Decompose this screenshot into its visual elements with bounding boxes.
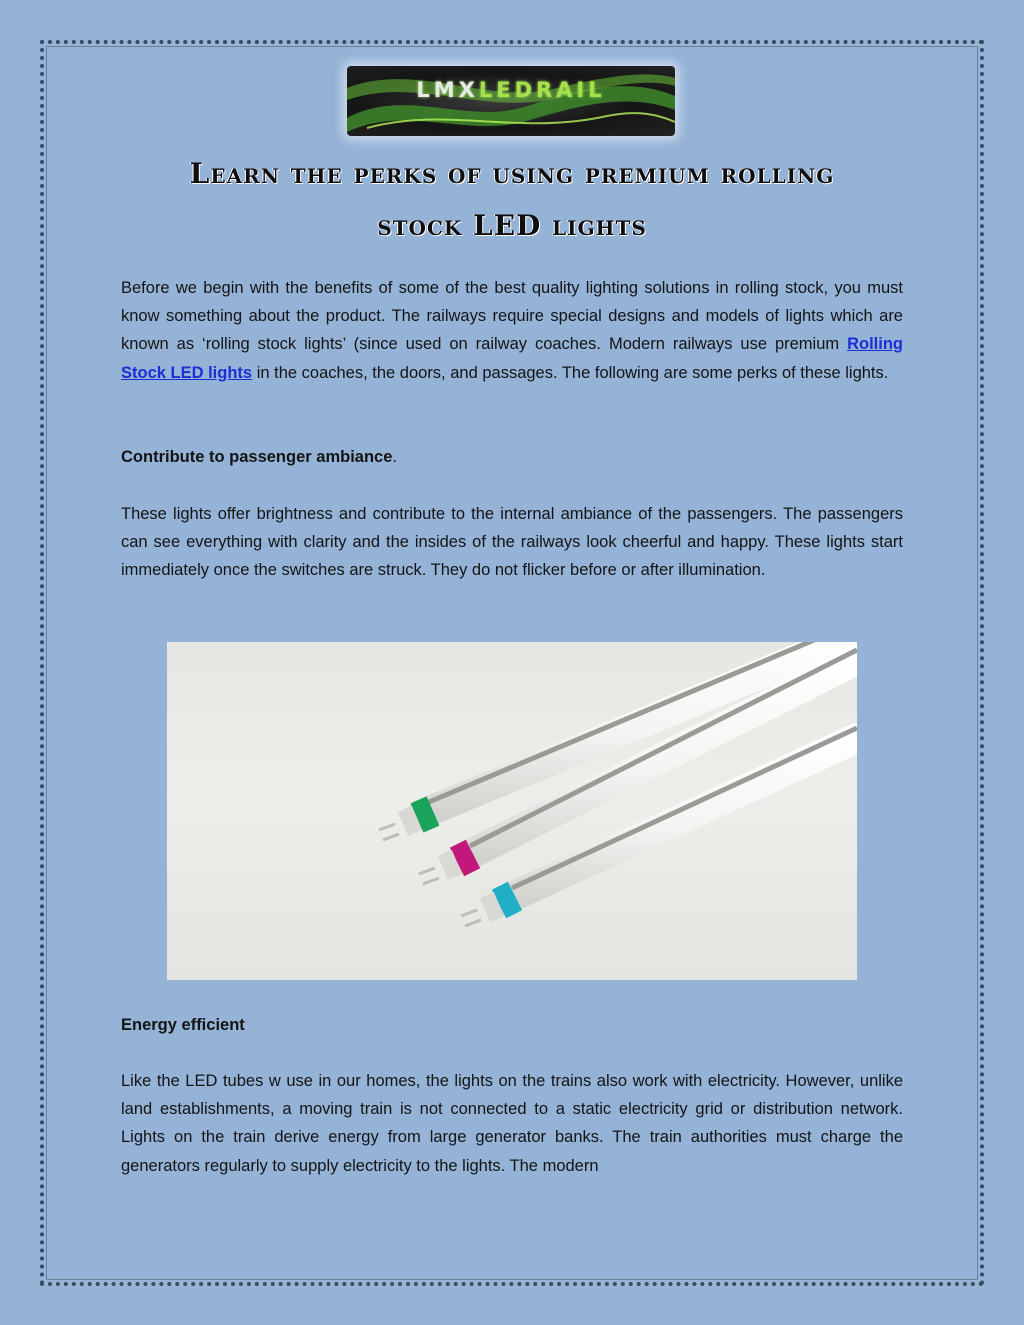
ambiance-paragraph: These lights offer brightness and contribute to the internal ambiance of the passengers. The passengers can see everything with clarity and the insides of the railways look cheerful and happy. These lights start immediately once the switches are struck. They do not flicker before or after illumination.	[121, 505, 903, 580]
logo-text-lmx: LMX	[416, 78, 479, 102]
section-heading-energy-efficient: Energy efficient	[121, 1016, 245, 1034]
rolling-stock-led-lights-link[interactable]: Rolling Stock LED lights	[121, 335, 903, 382]
logo-text-ledrail: LEDRAIL	[478, 78, 606, 102]
ambiance-heading-text: Contribute to passenger ambiance	[121, 448, 393, 466]
intro-text-before-link: Before we begin with the benefits of some of the best quality lighting solutions in rolling stock, you must know something about the product. The railways require special designs and models of lights which are known as ‘rolling stock lights’ (since used on railway coaches. Modern railways use premium	[121, 279, 903, 354]
ambiance-heading-period: .	[392, 448, 397, 466]
led-tube-green	[379, 642, 857, 840]
logo-wordmark	[347, 78, 675, 102]
page-title	[110, 148, 914, 252]
title-line-1: Learn the perks of using premium rolling	[189, 157, 835, 190]
energy-paragraph: Like the LED tubes w use in our homes, the lights on the trains also work with electricity. However, unlike land establishments, a moving train is not connected to a static electricity grid or distribution network. Lights on the train derive energy from large generator banks. The train authorities must charge the generators regularly to supply electricity to the lights. The modern	[121, 1072, 903, 1175]
title-line-2: stock LED lights	[377, 209, 647, 242]
brand-logo	[347, 66, 675, 136]
led-tubes-image	[167, 642, 857, 980]
section-heading-ambiance	[121, 448, 397, 467]
intro-text-after-link: in the coaches, the doors, and passages. The following are some perks of these lights.	[252, 363, 889, 382]
led-tubes-illustration	[167, 642, 857, 980]
intro-paragraph	[121, 274, 903, 387]
